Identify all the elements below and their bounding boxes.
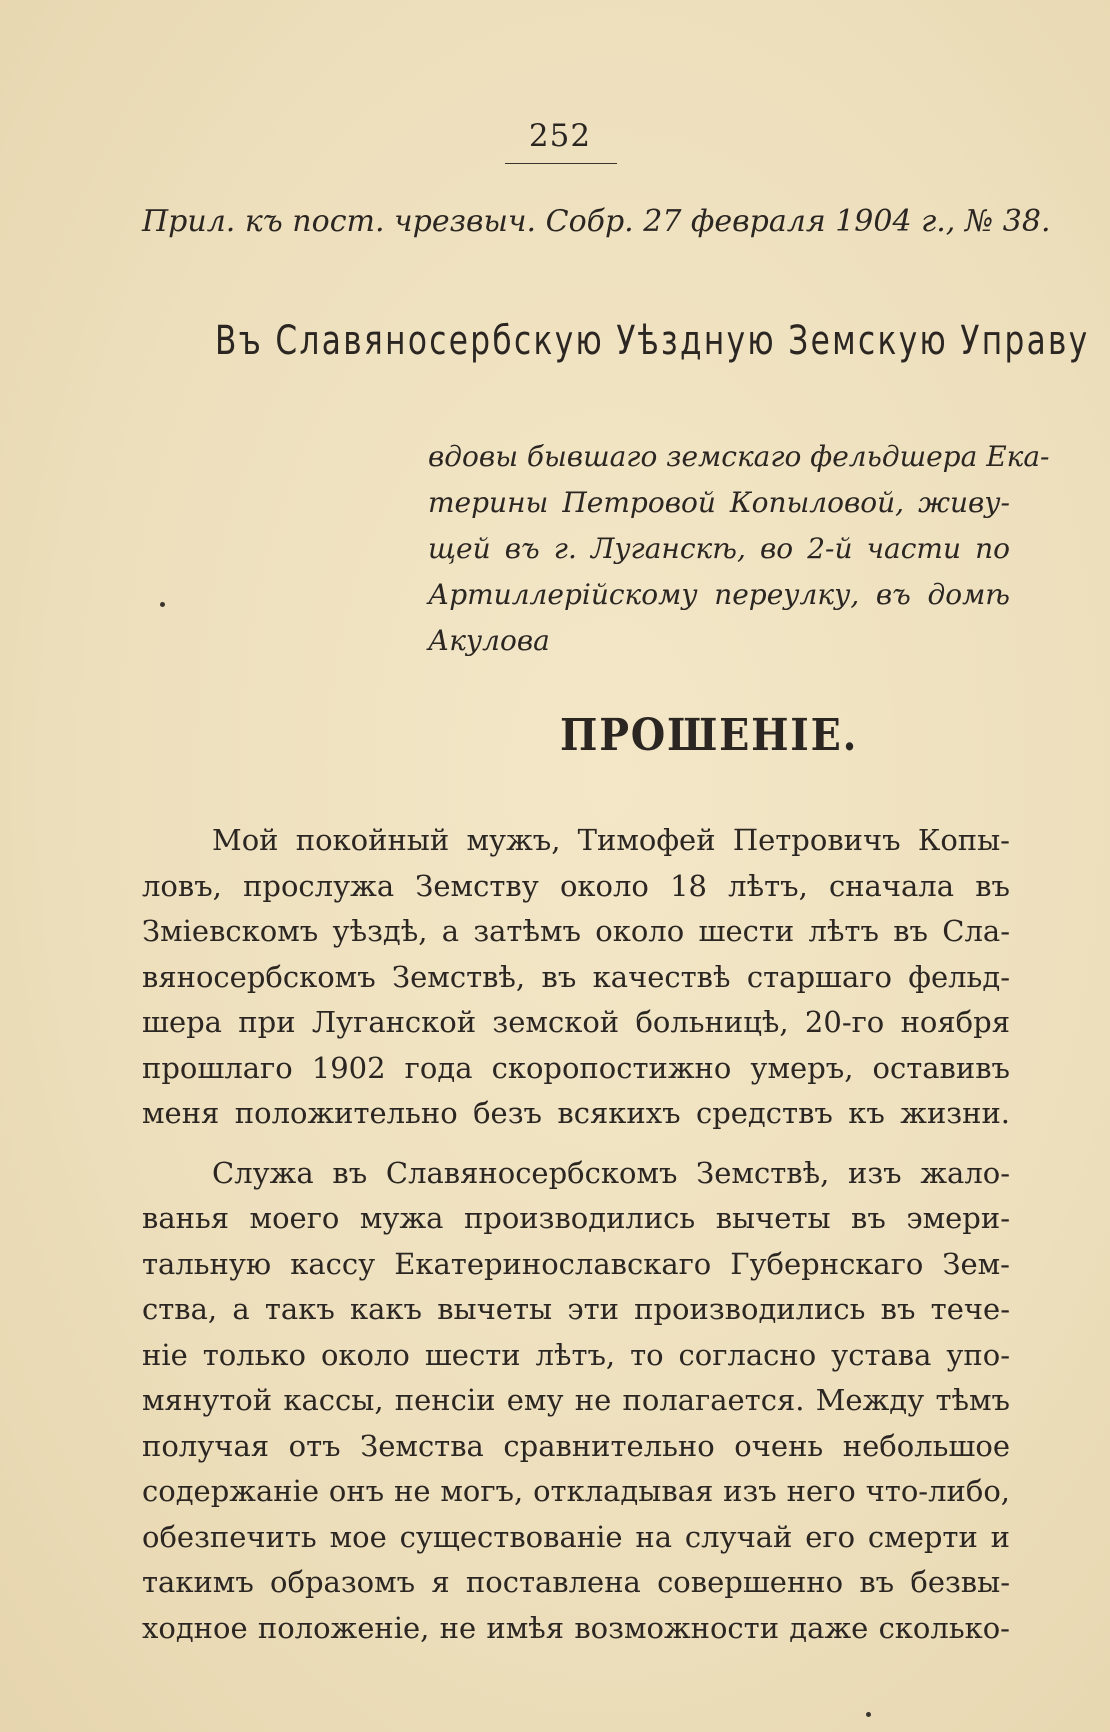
page-number: 252 (528, 118, 592, 154)
petition-body (142, 818, 1010, 1651)
paragraph2-line: такимъ образомъ я поставлена совершенно въ безвы- (142, 1565, 1010, 1599)
margin-dot (160, 602, 165, 607)
paragraph2-line: ванья моего мужа производились вычеты въ эмери- (142, 1201, 1010, 1235)
paragraph-gap (142, 1137, 1010, 1151)
paragraph2-line: тальную кассу Екатеринославскаго Губернскаго Зем- (142, 1246, 1010, 1281)
document-title: ПРОШЕНIЕ. (560, 710, 859, 761)
paragraph2-line: нiе только около шести лѣтъ, то согласно устава упо- (142, 1337, 1010, 1372)
petitioner-line: терины Петровой Копыловой, живу- (428, 486, 1010, 519)
petitioner-line: вдовы бывшаго земскаго фельдшера Ека- (428, 440, 1050, 473)
annex-reference: Прил. къ пост. чрезвыч. Собр. 27 февраля 1904 г., № 38. (142, 204, 1051, 239)
margin-dot (866, 1712, 871, 1717)
paragraph2-line: мянутой кассы, пенсiи ему не полагается. Между тѣмъ (142, 1383, 1010, 1417)
paragraph2-line: обезпечить мое существованiе на случай его смерти и (142, 1519, 1010, 1554)
paragraph1-line: прошлаго 1902 года скоропостижно умеръ, оставивъ (142, 1050, 1010, 1085)
paragraph2-line: содержанiе онъ не могъ, откладывая изъ него что-либо, (142, 1474, 1010, 1508)
petitioner-line: щей въ г. Луганскѣ, во 2-й части по (428, 532, 1010, 565)
page-number-rule (505, 163, 617, 164)
paragraph1-line: шера при Луганской земской больницѣ, 20-го ноября (142, 1005, 1010, 1039)
paragraph2-line: получая отъ Земства сравнительно очень небольшое (142, 1428, 1010, 1463)
paragraph2-line: Служа въ Славяносербскомъ Земствѣ, изъ жало- (212, 1155, 1010, 1190)
paragraph1-line: Мой покойный мужъ, Тимофей Петровичъ Копы- (212, 823, 1010, 857)
petitioner-block (428, 434, 1050, 664)
paragraph2-line: ства, а такъ какъ вычеты эти производились въ тече- (142, 1292, 1010, 1326)
petitioner-line: Артиллерiйскому переулку, въ домѣ (428, 578, 1010, 611)
paragraph1-line: ловъ, прослужа Земству около 18 лѣтъ, сначала въ (142, 868, 1010, 903)
paragraph2-line: ходное положенiе, не имѣя возможности даже сколько- (142, 1610, 1010, 1645)
paragraph1-line: вяносербскомъ Земствѣ, въ качествѣ старшаго фельд- (142, 959, 1010, 994)
paragraph1-line: меня положительно безъ всякихъ средствъ къ жизни. (142, 1096, 1010, 1130)
petitioner-line: Акулова (428, 624, 550, 657)
addressee-heading: Въ Славяносербскую Уѣздную Земскую Управу (215, 318, 1090, 364)
paragraph1-line: Змiевскомъ уѣздѣ, а затѣмъ около шести лѣтъ въ Сла- (142, 914, 1010, 948)
